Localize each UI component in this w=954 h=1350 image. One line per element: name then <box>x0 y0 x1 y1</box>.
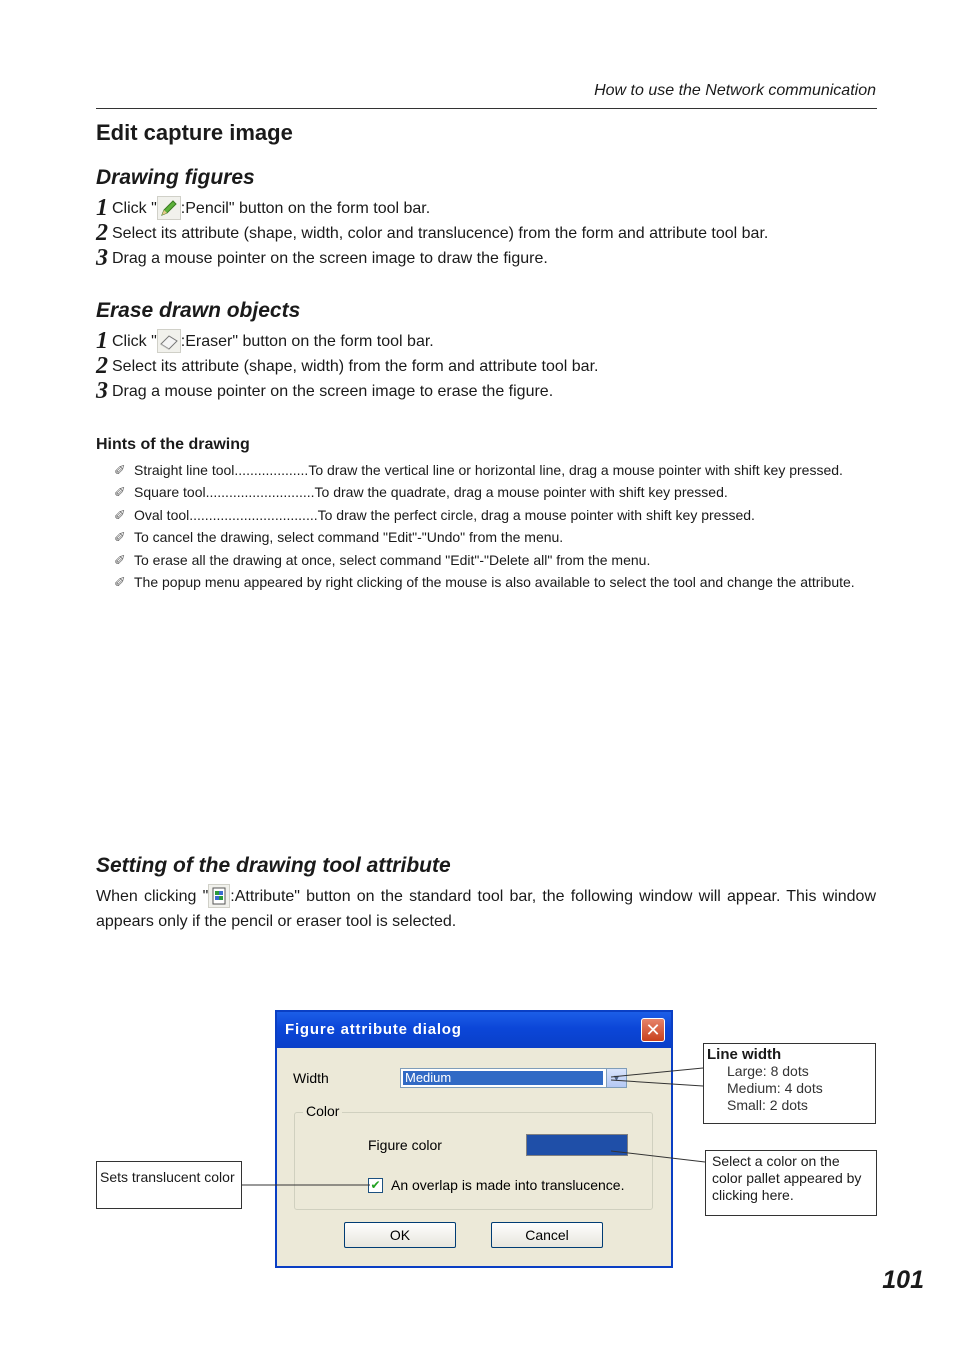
line-width-small: Small: 2 dots <box>727 1097 808 1113</box>
attribute-title: Setting of the drawing tool attribute <box>96 854 451 877</box>
pencil-bullet-icon: ✐ <box>114 574 126 590</box>
page-number: 101 <box>882 1266 924 1294</box>
pencil-bullet-icon: ✐ <box>114 507 126 523</box>
pencil-bullet-icon: ✐ <box>114 484 126 500</box>
figure-color-label: Figure color <box>368 1137 442 1153</box>
step-number: 2 <box>96 353 108 379</box>
hint-item: ✐ To cancel the drawing, select command "Edit"-"Undo" from the menu. <box>114 527 877 548</box>
width-label: Width <box>293 1070 329 1086</box>
attribute-paragraph: When clicking " :Attribute" button on the standard tool bar, the following window will appear. This window appears only if the pencil or eraser tool is selected. <box>96 884 876 934</box>
step-number: 3 <box>96 245 108 271</box>
drawing-step-1: 1 Click " :Pencil" button on the form tool bar. <box>96 195 431 221</box>
hint-item: ✐ Square tool............................To draw the quadrate, drag a mouse pointer with shift key pressed. <box>114 482 877 503</box>
line-width-large: Large: 8 dots <box>727 1063 809 1079</box>
hints-title: Hints of the drawing <box>96 436 250 453</box>
erase-step-3: 3 Drag a mouse pointer on the screen image to erase the figure. <box>96 378 554 404</box>
step-number: 2 <box>96 220 108 246</box>
chevron-down-icon[interactable]: ▼ <box>606 1069 626 1087</box>
color-group-label: Color <box>303 1103 342 1119</box>
drawing-step-2: 2 Select its attribute (shape, width, color and translucence) from the form and attribute tool bar. <box>96 220 769 246</box>
dialog-title: Figure attribute dialog <box>285 1021 462 1038</box>
pencil-bullet-icon: ✐ <box>114 552 126 568</box>
step-number: 3 <box>96 378 108 404</box>
step-number: 1 <box>96 328 108 354</box>
line-width-callout-title: Line width <box>707 1046 782 1063</box>
translucence-checkbox[interactable]: ✔ <box>368 1178 383 1193</box>
cancel-button[interactable]: Cancel <box>491 1222 603 1248</box>
line-width-leader <box>611 1068 703 1077</box>
line-width-medium: Medium: 4 dots <box>727 1080 823 1096</box>
line-width-leader-2 <box>611 1080 703 1086</box>
pencil-bullet-icon: ✐ <box>114 529 126 545</box>
pencil-bullet-icon: ✐ <box>114 462 126 478</box>
section-title: Edit capture image <box>96 120 293 145</box>
color-select-callout: Select a color on the color pallet appeared by clicking here. <box>705 1150 877 1216</box>
running-header: How to use the Network communication <box>594 82 876 99</box>
color-select-leader <box>611 1151 705 1162</box>
translucent-callout: Sets translucent color <box>96 1161 242 1209</box>
erase-step-2: 2 Select its attribute (shape, width) from the form and attribute tool bar. <box>96 353 599 379</box>
hint-item: ✐ Straight line tool...................To draw the vertical line or horizontal line, drag a mouse pointer with shift key pressed. <box>114 460 877 481</box>
drawing-figures-title: Drawing figures <box>96 166 255 189</box>
erase-step-1: 1 Click " :Eraser" button on the form tool bar. <box>96 328 434 354</box>
close-icon[interactable]: ✕ <box>641 1018 665 1042</box>
line-width-callout <box>703 1043 876 1124</box>
ok-button[interactable]: OK <box>344 1222 456 1248</box>
width-select-value: Medium <box>403 1071 603 1085</box>
hint-item: ✐ The popup menu appeared by right clicking of the mouse is also available to select the tool and change the attribute. <box>114 572 877 593</box>
hint-item: ✐ Oval tool.................................To draw the perfect circle, drag a mouse pointer with shift key pressed. <box>114 505 877 526</box>
hint-item: ✐ To erase all the drawing at once, select command "Edit"-"Delete all" from the menu. <box>114 550 877 571</box>
translucence-checkbox-label[interactable]: An overlap is made into translucence. <box>391 1177 625 1193</box>
drawing-step-3: 3 Drag a mouse pointer on the screen image to draw the figure. <box>96 245 548 271</box>
erase-objects-title: Erase drawn objects <box>96 299 301 322</box>
step-number: 1 <box>96 195 108 221</box>
